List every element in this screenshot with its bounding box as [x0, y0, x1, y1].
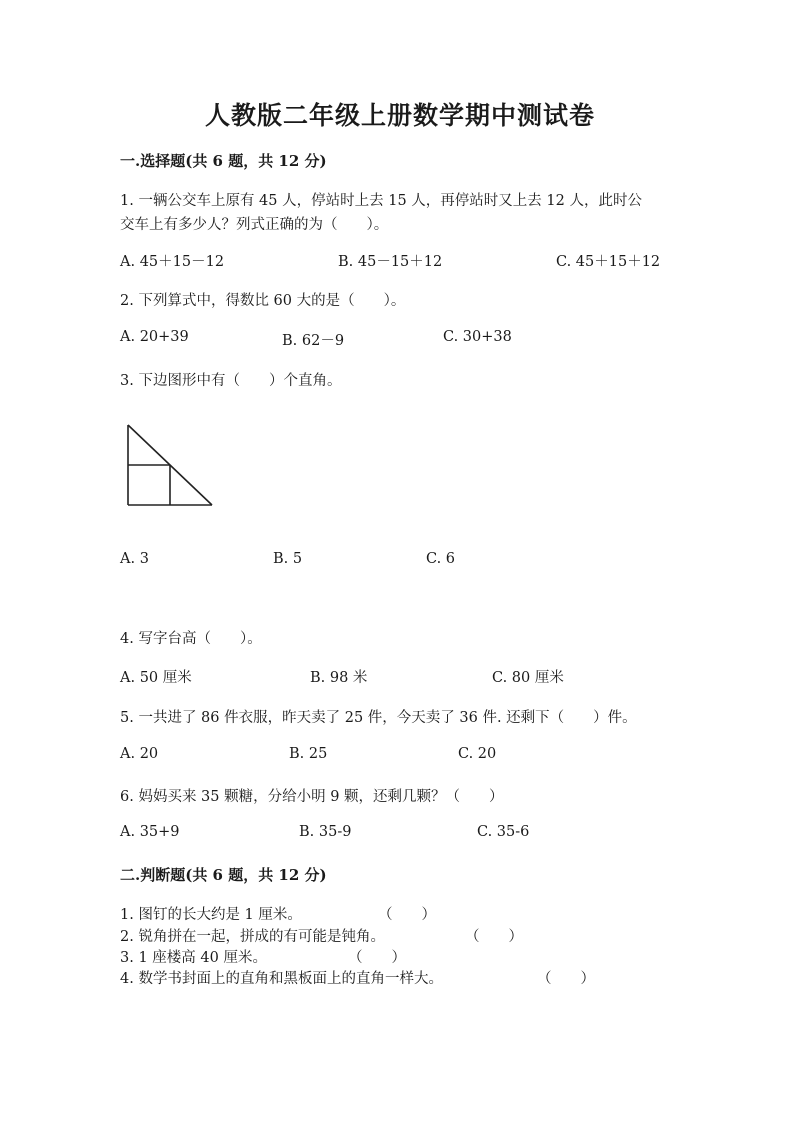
question-3-text: 3. 下边图形中有（ ）个直角。: [120, 373, 342, 389]
judge-item-2-text: 2. 锐角拼在一起，拼成的有可能是钝角。: [120, 929, 385, 945]
question-5-option-c: C. 20: [458, 746, 497, 762]
question-5-option-a: A. 20: [120, 746, 159, 762]
page-title: 人教版二年级上册数学期中测试卷: [204, 101, 595, 130]
question-5-option-b: B. 25: [289, 746, 328, 762]
question-2-option-a: A. 20+39: [120, 329, 189, 345]
judge-item-1-paren: （ ）: [378, 907, 436, 923]
question-1-option-c: C. 45＋15＋12: [556, 254, 661, 270]
section-1-heading: 一.选择题(共 6 题，共 12 分): [120, 152, 327, 170]
question-4-option-a: A. 50 厘米: [120, 670, 192, 686]
section-2-heading: 二.判断题(共 6 题，共 12 分): [120, 866, 327, 884]
judge-item-4-text: 4. 数学书封面上的直角和黑板面上的直角一样大。: [120, 971, 443, 987]
judge-item-2-paren: （ ）: [465, 929, 523, 945]
right-triangle-figure: [120, 420, 220, 510]
question-1-line-2: 交车上有多少人？列式正确的为（ ）。: [120, 217, 389, 233]
question-6-option-a: A. 35+9: [120, 824, 180, 840]
question-6-option-b: B. 35-9: [299, 824, 352, 840]
question-4-text: 4. 写字台高（ ）。: [120, 631, 262, 647]
question-3-option-c: C. 6: [426, 551, 456, 567]
question-2-option-c: C. 30+38: [443, 329, 512, 345]
question-2-option-b: B. 62－9: [282, 333, 345, 349]
judge-item-1-text: 1. 图钉的长大约是 1 厘米。: [120, 907, 302, 923]
question-6-option-c: C. 35-6: [477, 824, 530, 840]
question-4-option-b: B. 98 米: [310, 670, 368, 686]
judge-item-3-paren: （ ）: [348, 950, 406, 966]
question-4-option-c: C. 80 厘米: [492, 670, 564, 686]
question-1-option-a: A. 45＋15－12: [120, 254, 225, 270]
judge-item-3-text: 3. 1 座楼高 40 厘米。: [120, 950, 267, 966]
judge-item-4-paren: （ ）: [537, 971, 595, 987]
question-5-text: 5. 一共进了 86 件衣服，昨天卖了 25 件，今天卖了 36 件. 还剩下（ ）件。: [120, 710, 637, 726]
question-3-option-a: A. 3: [120, 551, 149, 567]
question-6-text: 6. 妈妈买来 35 颗糖，分给小明 9 颗，还剩几颗？（ ）: [120, 789, 504, 805]
question-2-text: 2. 下列算式中，得数比 60 大的是（ ）。: [120, 293, 406, 309]
question-3-option-b: B. 5: [273, 551, 303, 567]
question-1-line-1: 1. 一辆公交车上原有 45 人，停站时上去 15 人，再停站时又上去 12 人，此时公: [120, 193, 642, 209]
question-1-option-b: B. 45－15＋12: [338, 254, 443, 270]
